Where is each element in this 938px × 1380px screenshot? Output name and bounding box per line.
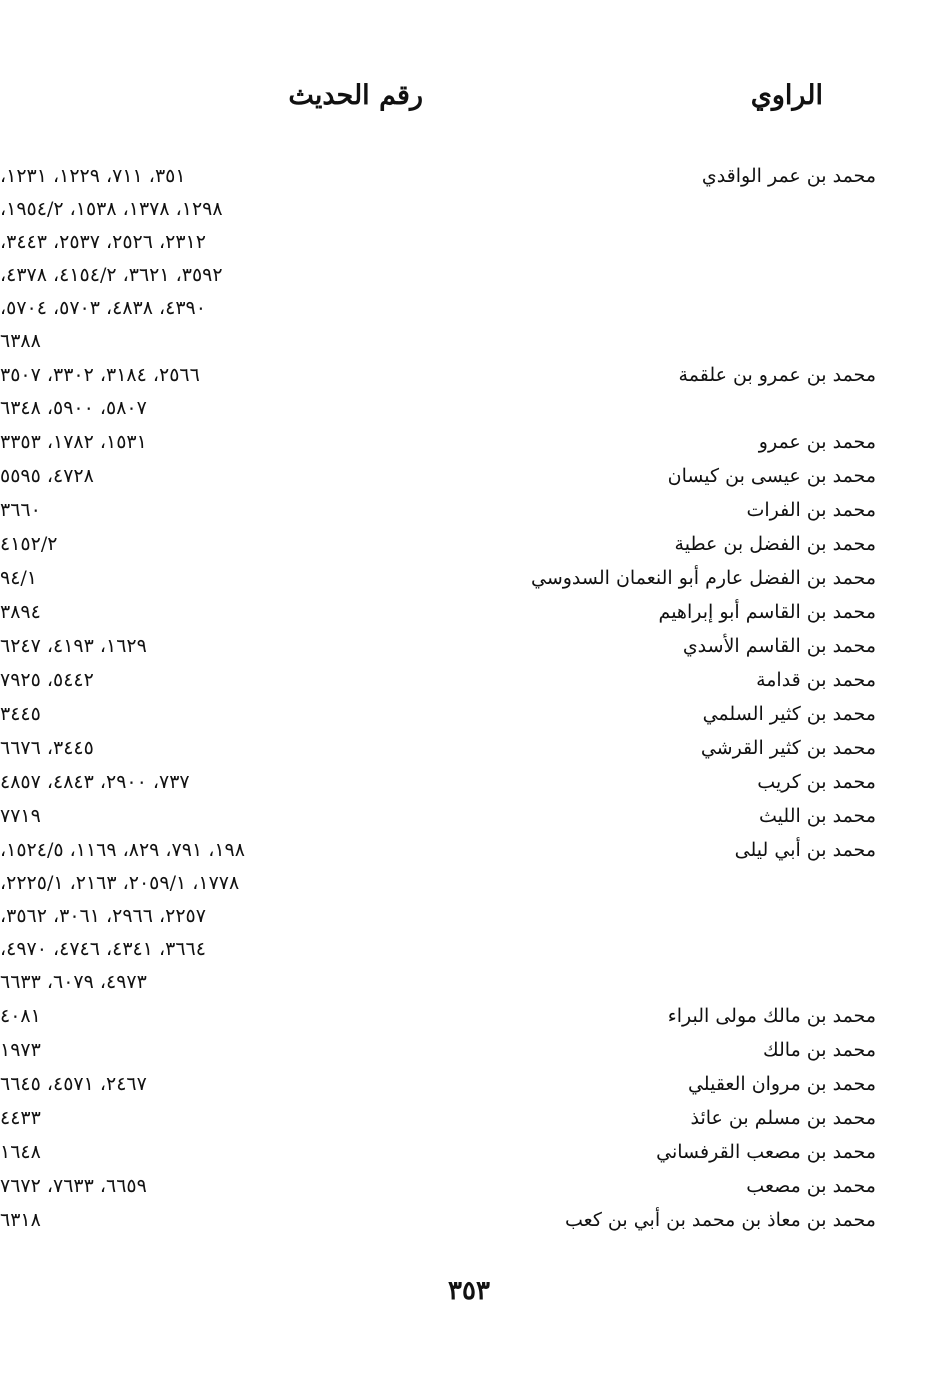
narrator-name: محمد بن الليث xyxy=(759,805,876,827)
hadith-number-line: ١٥٣١، ١٧٨٢، ٣٣٥٣ xyxy=(0,431,147,453)
hadith-number-column-header: رقم الحديث xyxy=(288,80,423,111)
index-entry xyxy=(0,1000,938,1033)
narrator-name: محمد بن الفرات xyxy=(746,499,876,521)
index-entry xyxy=(0,664,938,697)
index-entry xyxy=(0,562,938,595)
hadith-number-line: ١٦٢٩، ٤١٩٣، ٦٢٤٧ xyxy=(0,635,147,657)
hadith-number-line: ١٩٨، ٧٩١، ٨٢٩، ١١٦٩، ١٥٢٤/٥، xyxy=(0,839,245,861)
index-entry xyxy=(0,732,938,765)
hadith-number-line: ١٦٤٨ xyxy=(0,1141,41,1163)
hadith-numbers xyxy=(0,426,300,459)
index-entry xyxy=(0,630,938,663)
index-entry xyxy=(0,1068,938,1101)
narrator-name: محمد بن عمر الواقدي xyxy=(701,165,876,187)
hadith-number-line: ٤٠٨١ xyxy=(0,1005,41,1027)
narrator-index-list xyxy=(0,160,938,1238)
narrator-name: محمد بن مسلم بن عائذ xyxy=(690,1107,876,1129)
index-entry xyxy=(0,426,938,459)
hadith-number-line: ١٢٩٨، ١٣٧٨، ١٥٣٨، ١٩٥٤/٢، xyxy=(0,198,223,220)
narrator-name: محمد بن أبي ليلى xyxy=(734,839,876,861)
hadith-number-line: ٧٣٧، ٢٩٠٠، ٤٨٤٣، ٤٨٥٧ xyxy=(0,771,190,793)
index-entry xyxy=(0,160,938,358)
narrator-name: محمد بن القاسم الأسدي xyxy=(682,635,876,657)
hadith-number-line: ٣٦٦٠ xyxy=(0,499,41,521)
narrator-name: محمد بن مالك مولى البراء xyxy=(667,1005,876,1027)
narrator-name: محمد بن عيسى بن كيسان xyxy=(667,465,876,487)
hadith-numbers xyxy=(0,1034,300,1067)
index-entry xyxy=(0,1102,938,1135)
hadith-numbers xyxy=(0,766,300,799)
index-entry xyxy=(0,800,938,833)
index-entry xyxy=(0,766,938,799)
hadith-numbers xyxy=(0,630,300,663)
hadith-number-line: ٦٣١٨ xyxy=(0,1209,41,1231)
hadith-numbers xyxy=(0,1136,300,1169)
narrator-name: محمد بن مصعب xyxy=(746,1175,876,1197)
narrator-name: محمد بن عمرو xyxy=(758,431,876,453)
index-entry xyxy=(0,528,938,561)
hadith-numbers xyxy=(0,1000,300,1033)
hadith-number-line: ٢٥٦٦، ٣١٨٤، ٣٣٠٢، ٣٥٠٧ xyxy=(0,364,200,386)
hadith-numbers xyxy=(0,1102,300,1135)
hadith-number-line: ٣٥٩٢، ٣٦٢١، ٤١٥٤/٢، ٤٣٧٨، xyxy=(0,264,223,286)
hadith-number-line: ٣٨٩٤ xyxy=(0,601,41,623)
narrator-column-header: الراوي xyxy=(750,80,823,111)
hadith-number-line: ١٩٧٣ xyxy=(0,1039,41,1061)
index-entry xyxy=(0,494,938,527)
narrator-name: محمد بن مالك xyxy=(763,1039,876,1061)
index-entry xyxy=(0,1204,938,1237)
hadith-numbers xyxy=(0,1170,300,1203)
hadith-number-line: ٤٩٧٣، ٦٠٧٩، ٦٦٣٣ xyxy=(0,971,147,993)
hadith-numbers xyxy=(0,664,300,697)
hadith-number-line: ٢٢٥٧، ٢٩٦٦، ٣٠٦١، ٣٥٦٢، xyxy=(0,905,206,927)
index-entry xyxy=(0,460,938,493)
hadith-numbers xyxy=(0,494,300,527)
hadith-number-line: ٥٨٠٧، ٥٩٠٠، ٦٣٤٨ xyxy=(0,397,147,419)
hadith-numbers xyxy=(0,528,300,561)
index-entry xyxy=(0,698,938,731)
narrator-name: محمد بن عمرو بن علقمة xyxy=(678,364,876,386)
index-entry xyxy=(0,834,938,999)
hadith-number-line: ٧٧١٩ xyxy=(0,805,41,827)
narrator-name: محمد بن كريب xyxy=(757,771,876,793)
index-entry xyxy=(0,596,938,629)
hadith-number-line: ٤١٥٢/٢ xyxy=(0,533,58,555)
hadith-numbers xyxy=(0,359,300,425)
page-number: ٣٥٣ xyxy=(448,1276,490,1306)
hadith-number-line: ٣٤٤٥، ٦٦٧٦ xyxy=(0,737,94,759)
hadith-numbers xyxy=(0,1068,300,1101)
hadith-number-line: ٣٤٤٥ xyxy=(0,703,41,725)
index-entry xyxy=(0,1034,938,1067)
hadith-number-line: ٥٤٤٢، ٧٩٢٥ xyxy=(0,669,94,691)
narrator-name: محمد بن مروان العقيلي xyxy=(687,1073,876,1095)
hadith-numbers xyxy=(0,1204,300,1237)
narrator-name: محمد بن معاذ بن محمد بن أبي بن كعب xyxy=(565,1209,876,1231)
hadith-number-line: ٤٧٢٨، ٥٥٩٥ xyxy=(0,465,94,487)
hadith-number-line: ٦٣٨٨ xyxy=(0,330,41,352)
narrator-name: محمد بن الفضل بن عطية xyxy=(674,533,876,555)
hadith-number-line: ٢٣١٢، ٢٥٢٦، ٢٥٣٧، ٣٤٤٣، xyxy=(0,231,206,253)
hadith-numbers xyxy=(0,160,300,358)
hadith-number-line: ١٧٧٨، ٢٠٥٩/١، ٢١٦٣، ٢٢٢٥/١، xyxy=(0,872,240,894)
index-entry xyxy=(0,359,938,425)
hadith-numbers xyxy=(0,732,300,765)
narrator-name: محمد بن القاسم أبو إبراهيم xyxy=(658,601,876,623)
narrator-name: محمد بن كثير القرشي xyxy=(700,737,876,759)
hadith-numbers xyxy=(0,834,300,999)
narrator-name: محمد بن كثير السلمي xyxy=(702,703,876,725)
hadith-numbers xyxy=(0,698,300,731)
hadith-number-line: ٣٥١، ٧١١، ١٢٢٩، ١٢٣١، xyxy=(0,165,186,187)
narrator-name: محمد بن مصعب القرفساني xyxy=(656,1141,876,1163)
index-entry xyxy=(0,1136,938,1169)
hadith-number-line: ٤٤٣٣ xyxy=(0,1107,41,1129)
hadith-numbers xyxy=(0,596,300,629)
hadith-number-line: ٤٣٩٠، ٤٨٣٨، ٥٧٠٣، ٥٧٠٤، xyxy=(0,297,206,319)
index-entry xyxy=(0,1170,938,1203)
narrator-name: محمد بن الفضل عارم أبو النعمان السدوسي xyxy=(531,567,876,589)
hadith-number-line: ٢٤٦٧، ٤٥٧١، ٦٦٤٥ xyxy=(0,1073,147,1095)
hadith-numbers xyxy=(0,562,300,595)
hadith-number-line: ٦٦٥٩، ٧٦٣٣، ٧٦٧٢ xyxy=(0,1175,147,1197)
narrator-name: محمد بن قدامة xyxy=(756,669,876,691)
hadith-numbers xyxy=(0,800,300,833)
hadith-number-line: ٩٤/١ xyxy=(0,567,38,589)
hadith-numbers xyxy=(0,460,300,493)
hadith-number-line: ٣٦٦٤، ٤٣٤١، ٤٧٤٦، ٤٩٧٠، xyxy=(0,938,206,960)
